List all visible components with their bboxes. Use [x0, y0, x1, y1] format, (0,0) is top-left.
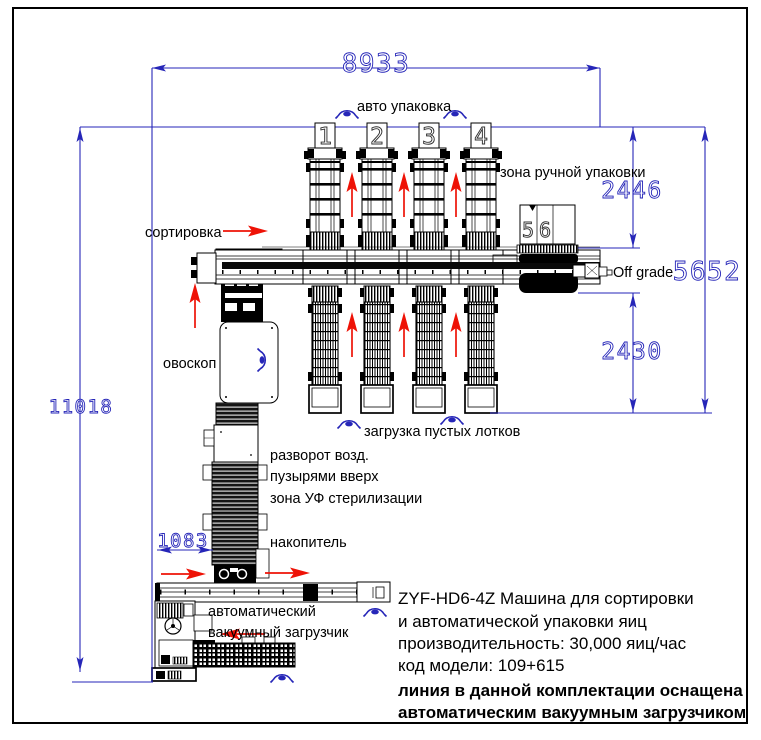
label-vacuum-loader-2: вакуумный загрузчик	[208, 625, 349, 641]
info-line-3: производительность: 30,000 яиц/час	[398, 634, 687, 653]
uv-sterilizer	[203, 462, 267, 512]
label-ovoscope: овоскоп	[163, 356, 217, 372]
label-vacuum-loader-1: автоматический	[208, 604, 316, 620]
label-manual-packing-zone: зона ручной упаковки	[500, 165, 646, 181]
label-off-grade: Off grade	[613, 265, 674, 281]
label-empty-trays: загрузка пустых лотков	[364, 424, 521, 440]
lane-number-1: 1	[318, 124, 332, 150]
bottom-tower-4	[464, 286, 498, 413]
dim-text-top: 8933	[341, 49, 411, 79]
info-line-4: код модели: 109+615	[398, 656, 565, 675]
label-uv-zone: зона УФ стерилизации	[270, 491, 423, 507]
dim-text-left: 11018	[48, 396, 114, 418]
label-air-cell-1: разворот возд.	[270, 448, 369, 464]
station-number-6: 6	[538, 218, 552, 242]
ovoscope-box	[220, 322, 278, 403]
dim-text-1083: 1083	[157, 530, 209, 552]
lane-number-3: 3	[422, 124, 436, 150]
dim-text-right-total: 5652	[672, 257, 742, 287]
label-sorting: сортировка	[145, 225, 222, 241]
info-line-6-bold: автоматическим вакуумным загрузчиком	[398, 703, 747, 722]
lane-number-2: 2	[370, 124, 384, 150]
label-air-cell-2: пузырями вверх	[270, 469, 379, 485]
info-line-2: и автоматической упаковки яиц	[398, 612, 647, 631]
bottom-tower-2	[360, 286, 394, 413]
station-number-5: 5	[521, 218, 535, 242]
info-line-1: ZYF-HD6-4Z Машина для сортировки	[398, 589, 694, 608]
bottom-tower-1	[308, 286, 342, 413]
info-line-5-bold: линия в данной комплектации оснащена	[398, 681, 743, 700]
infeed-conveyor	[155, 582, 390, 602]
dim-text-right-upper: 2446	[601, 178, 663, 204]
label-accumulator: накопитель	[270, 535, 347, 551]
dim-text-right-lower: 2430	[601, 339, 663, 365]
bottom-tower-3	[412, 286, 446, 413]
label-auto-packing: авто упаковка	[357, 99, 452, 115]
lane-number-4: 4	[474, 124, 488, 150]
